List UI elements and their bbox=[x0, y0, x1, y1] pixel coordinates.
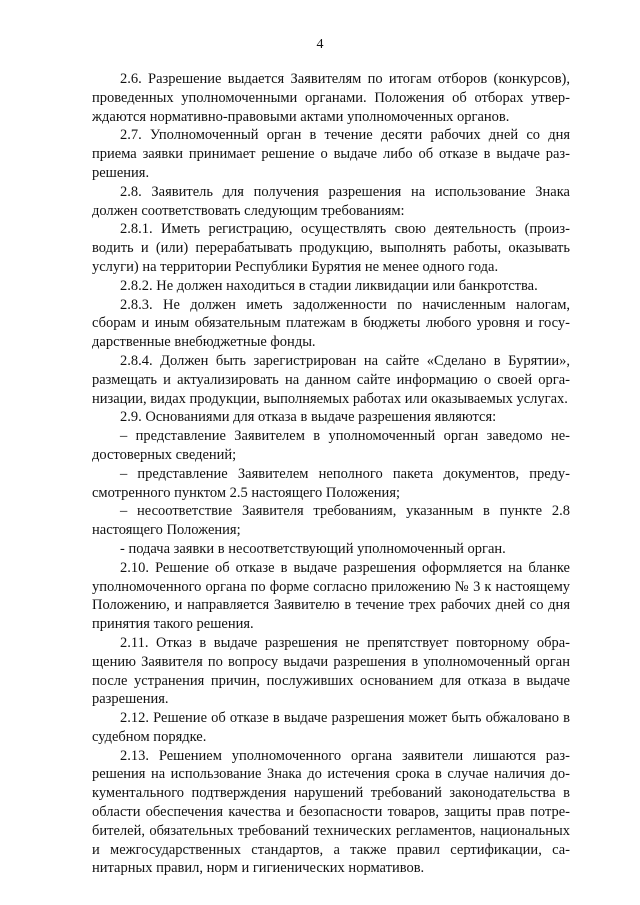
paragraph-2-8: 2.8. Заявитель для получения разрешения на использование Знака должен соответствовать следующим требованиям: bbox=[92, 183, 570, 219]
paragraph-2-8-4: 2.8.4. Должен быть зарегистрирован на сайте «Сделано в Бурятии», размещать и актуализировать на данном сайте информацию о своей организации, видах продукции, выполняемых работах или оказываемых услугах. bbox=[92, 352, 570, 407]
paragraph-2-8-2: 2.8.2. Не должен находиться в стадии ликвидации или банкротства. bbox=[120, 277, 538, 294]
paragraph-2-6: 2.6. Разрешение выдается Заявителям по итогам отборов (конкурсов), проведенных уполномоченными органами. Положения об отборах утверждаются нормативно-правовыми актами уполномоченных органов. bbox=[92, 71, 570, 125]
paragraph-2-11: 2.11. Отказ в выдаче разрешения не препятствует повторному обращению Заявителя по вопросу выдачи разрешения в уполномоченный орган после устранения причин, послуживших основанием для отказа в выдаче разрешения. bbox=[92, 634, 570, 708]
list-item-refusal-2: – представление Заявителем неполного пакета документов, предусмотренного пунктом 2.5 настоящего Положения; bbox=[92, 465, 570, 501]
list-item-refusal-4: - подача заявки в несоответствующий уполномоченный орган. bbox=[120, 540, 506, 557]
document-body bbox=[92, 70, 570, 878]
paragraph-2-7: 2.7. Уполномоченный орган в течение десяти рабочих дней со дня приема заявки принимает решение о выдаче либо об отказе в выдаче разрешения. bbox=[92, 127, 570, 181]
paragraph-2-10: 2.10. Решение об отказе в выдаче разрешения оформляется на бланке уполномоченного органа по форме согласно приложению № 3 к настоящему Положению, и направляется Заявителю в течение трех рабочих дней со дня принятия такого решения. bbox=[92, 559, 570, 633]
paragraph-2-13: 2.13. Решением уполномоченного органа заявители лишаются разрешения на использование Знака до истечения срока в случае наличия документального подтверждения нарушений требований законодательства в области обеспечения качества и безопасности товаров, защиты прав потребителей, обязательных требований технических регламентов, национальных и межгосударственных стандартов, а также правил сертификации, санитарных правил, норм и гигиенических нормативов. bbox=[92, 747, 570, 877]
list-item-refusal-1: – представление Заявителем в уполномоченный орган заведомо недостоверных сведений; bbox=[92, 428, 570, 463]
paragraph-2-8-1: 2.8.1. Иметь регистрацию, осуществлять свою деятельность (производить и (или) перерабатывать продукцию, выполнять работы, оказывать услуги) на территории Республики Бурятия не менее одного года. bbox=[92, 221, 570, 275]
paragraph-2-8-3: 2.8.3. Не должен иметь задолженности по начисленным налогам, сборам и иным обязательным платежам в бюджеты любого уровня и государственные внебюджетные фонды. bbox=[92, 296, 570, 351]
paragraph-2-9: 2.9. Основаниями для отказа в выдаче разрешения являются: bbox=[120, 409, 497, 426]
page-number: 4 bbox=[316, 37, 324, 52]
list-item-refusal-3: – несоответствие Заявителя требованиям, указанным в пункте 2.8 настоящего Положения; bbox=[92, 503, 570, 539]
paragraph-2-12: 2.12. Решение об отказе в выдаче разрешения может быть обжаловано в судебном порядке. bbox=[92, 710, 570, 745]
